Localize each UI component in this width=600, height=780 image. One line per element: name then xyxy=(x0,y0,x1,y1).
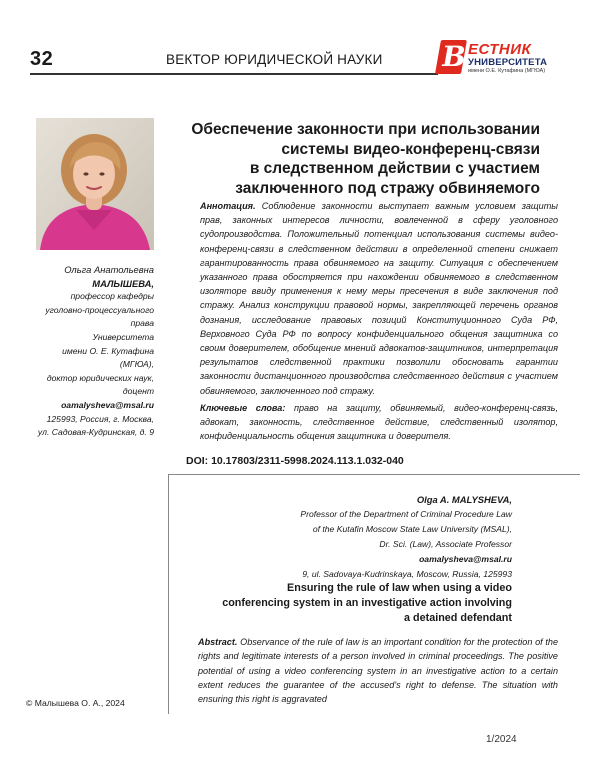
author-position-line: (МГЮА), xyxy=(119,359,154,370)
keywords-label-ru: Ключевые слова: xyxy=(200,403,286,413)
title-line: в следственном действии с участием xyxy=(249,160,540,177)
author-name-en: Olga A. MALYSHEVA, xyxy=(416,494,512,505)
logo-mark: В xyxy=(435,40,467,74)
copyright: © Малышева О. А., 2024 xyxy=(26,698,125,708)
author-email-en[interactable]: oamalysheva@msal.ru xyxy=(419,554,512,564)
author-degree-line: доктор юридических наук, xyxy=(46,372,154,383)
title-line-en: conferencing system in an investigative action involving xyxy=(222,597,512,609)
author-position-line: уголовно-процессуального xyxy=(45,304,154,315)
abstract-text-en: Observance of the rule of law is an important condition for the protection of the rights and legitimate interests of a person involved in criminal proceedings. The positive potential of using a video conferencing system in an investigative action to a certain extent reduces the guarantee of the accused’s right to defense. The situation with ensuring this right is aggravated xyxy=(198,637,558,705)
title-line-en: a detained defendant xyxy=(404,612,512,624)
author-position-line: права xyxy=(130,318,154,329)
journal-title: ВЕКТОР ЮРИДИЧЕСКОЙ НАУКИ xyxy=(166,52,383,67)
logo-text-line1: ЕСТНИК xyxy=(468,41,532,58)
title-line-en: Ensuring the rule of law when using a video xyxy=(287,582,512,594)
issue-number: 1/2024 xyxy=(486,734,517,745)
author-email-ru[interactable]: oamalysheva@msal.ru xyxy=(61,399,154,410)
doi[interactable]: DOI: 10.17803/2311-5998.2024.113.1.032-040 xyxy=(186,455,404,467)
abstract-label-ru: Аннотация. xyxy=(200,201,256,211)
logo-text-line2: УНИВЕРСИТЕТА xyxy=(468,57,548,68)
author-position-line: профессор кафедры xyxy=(70,291,154,302)
author-address-line: 125993, Россия, г. Москва, xyxy=(46,413,154,424)
title-line: системы видео-конференц-связи xyxy=(281,140,540,158)
abstract-ru xyxy=(200,199,558,398)
title-line: Обеспечение законности при использовании xyxy=(191,121,540,138)
abstract-label-en: Abstract. xyxy=(198,637,238,647)
keywords-ru xyxy=(200,401,558,444)
journal-logo xyxy=(438,40,578,80)
author-info-ru xyxy=(20,263,154,440)
keywords-text-ru: право на защиту, обвиняемый, видео-конференц-связь, адвокат, законность, следственное действие, следственный изолятор, конфиденциальность общения защитника и доверителя. xyxy=(200,403,558,442)
abstract-text-ru: Соблюдение законности выступает важным условием защиты прав, законных интересов личности, вовлеченной в сферу уголовного судопроизводства. Положительный потенциал использования системы видео-конференц-связи в следственном действии в определенной степени снижает гарантированность права обвиняемого на защиту. Ситуация с обеспечением указанного права обостряется при нахождении обвиняемого в следственном изоляторе ввиду применения к нему меры пресечения в виде заключения под стражу. Анализ конструкции правовой нормы, закрепляющей перечень органов дознания, исследование правовых позиций Конституционного Суда РФ, Верховного Суда РФ по вопросу конфиденциального общения защитника со своим доверителем, обобщение мнений адвокатов-защитников, интерпретация результатов следственной практики позволили обосновать гарантии законности дистанционного производства следственного действия с участием обвиняемого, заключенного под стражу. xyxy=(200,201,558,396)
article-title-en xyxy=(196,581,512,626)
author-degree-line: доцент xyxy=(122,386,154,397)
author-position-en: Professor of the Department of Criminal Procedure Law xyxy=(300,509,512,519)
logo-text-line3: имени О.Е. Кутафина (МГЮА) xyxy=(468,68,546,74)
header-rule xyxy=(30,73,438,75)
page-number: 32 xyxy=(30,48,54,70)
author-address-line: ул. Садовая-Кудринская, д. 9 xyxy=(37,427,154,438)
author-degree-en: Dr. Sci. (Law), Associate Professor xyxy=(379,539,512,549)
author-position-line: Университета xyxy=(92,331,154,342)
author-info-en xyxy=(180,492,512,582)
author-first-names: Ольга Анатольевна xyxy=(64,264,154,275)
author-surname: МАЛЫШЕВА, xyxy=(92,277,154,289)
author-address-en: 9, ul. Sadovaya-Kudrinskaya, Moscow, Russia, 125993 xyxy=(302,569,512,579)
author-position-en: of the Kutafin Moscow State Law University (MSAL), xyxy=(312,524,512,534)
author-photo xyxy=(36,118,154,250)
author-position-line: имени О. Е. Кутафина xyxy=(62,345,154,356)
abstract-en xyxy=(198,635,558,706)
page-header xyxy=(30,40,578,80)
article-title-ru xyxy=(168,120,540,198)
title-line: заключенного под стражу обвиняемого xyxy=(235,179,540,197)
